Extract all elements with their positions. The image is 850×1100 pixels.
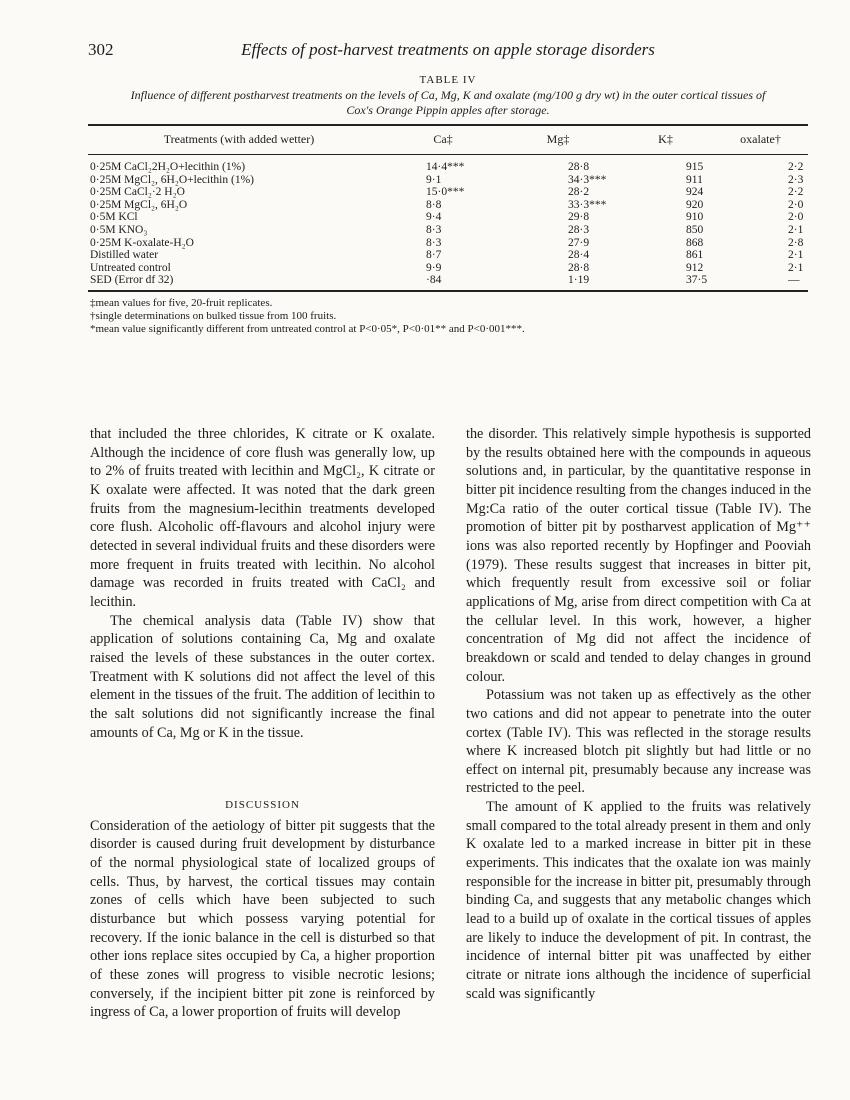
paragraph: The amount of K applied to the fruits was relatively small compared to the total already present in them and only K oxalate led to a marked increase in bitter pit in these experiments. This indicates that the oxalate ion was mainly responsible for the increase in bitter pit, presumably through binding Ca, and suggests that any metabolic changes which lead to a build up of oxalate in the cortical tissues of apples are likely to induce the development of pit. In contrast, the incidence of internal bitter pit was unaffected by either citrate or nitrate ions although the incidence of superficial scald was significantly	[466, 799, 811, 1002]
cell-mg: 34·3***	[568, 173, 607, 186]
cell-treatment: 0·5M KNO₃	[90, 223, 148, 236]
table-caption: Influence of different postharvest treatments on the levels of Ca, Mg, K and oxalate (mg/100 g dry wt) in the outer cortical tissues of Cox's Orange Pippin apples after storage.	[130, 88, 766, 117]
cell-mg: 28·8	[568, 161, 590, 173]
cell-oxalate: —	[788, 274, 800, 287]
cell-k: 915	[686, 161, 704, 173]
cell-treatment: 0·25M MgCl₂, 6H₂O+lecithin (1%)	[90, 173, 254, 186]
cell-k: 912	[686, 261, 704, 274]
table-row	[88, 199, 808, 212]
cell-mg: 33·3***	[568, 198, 607, 211]
cell-treatment: 0·5M KCl	[90, 211, 138, 224]
footnote: ‡mean values for five, 20-fruit replicates.	[90, 296, 273, 309]
cell-ca: 8·8	[426, 198, 442, 211]
right-column	[466, 425, 811, 1003]
page-header	[88, 40, 808, 62]
cell-ca: 15·0***	[426, 186, 465, 199]
cell-k: 911	[686, 173, 703, 186]
cell-oxalate: 2·1	[788, 249, 804, 262]
column-header-ca: Ca‡	[433, 132, 453, 146]
table-row	[88, 274, 808, 287]
cell-mg: 28·3	[568, 223, 590, 236]
table-label: TABLE IV	[419, 74, 477, 86]
left-column	[90, 425, 435, 1022]
cell-k: 920	[686, 198, 704, 211]
paragraph: that included the three chlorides, K citrate or K oxalate. Although the incidence of core flush was generally low, up to 2% of fruits treated with lecithin and MgCl₂, K citrate or K oxalate were affected. It was noted that the dark green fruits from the magnesium-lecithin treatments developed core flush. Alcoholic off-flavours and alcohol injury were detected in several individual fruits and these disorders were more frequent in fruits treated with lecithin. No alcohol damage was recorded in fruits treated with CaCl₂ and lecithin.	[90, 426, 435, 610]
section-heading-discussion: DISCUSSION	[225, 799, 300, 812]
cell-mg: 29·8	[568, 211, 590, 224]
cell-oxalate: 2·0	[788, 198, 804, 211]
cell-treatment: Distilled water	[90, 249, 159, 262]
page-number: 302	[88, 40, 114, 59]
running-title: Effects of post-harvest treatments on apple storage disorders	[241, 40, 655, 59]
cell-oxalate: 2·3	[788, 173, 804, 186]
table-footnotes	[88, 297, 808, 336]
cell-oxalate: 2·1	[788, 223, 804, 236]
cell-k: 861	[686, 249, 704, 262]
cell-oxalate: 2·1	[788, 261, 804, 274]
table-iv	[88, 74, 808, 336]
table-row	[88, 262, 808, 275]
table-row	[88, 211, 808, 224]
cell-k: 37·5	[686, 274, 708, 287]
table-body	[88, 155, 808, 290]
footnote: *mean value significantly different from untreated control at P<0·05*, P<0·01** and P<0·001***.	[90, 322, 525, 335]
cell-treatment: 0·25M CaCl₂2H₂O+lecithin (1%)	[90, 161, 246, 173]
column-header-oxalate: oxalate†	[740, 132, 781, 146]
table-row	[88, 186, 808, 199]
cell-ca: 8·7	[426, 249, 442, 262]
paragraph: Consideration of the aetiology of bitter pit suggests that the disorder is caused during fruit development by disturbance of the normal physiological state of localized groups of cells. Thus, by harvest, the cortical tissues may contain zones of cells which have been subjected to such disturbance but which possess varying potential for recovery. If the ionic balance in the cell is disturbed so that other ions replace sites occupied by Ca, a higher proportion of these zones will progress to visible necrotic lesions; conversely, if the incipient bitter pit zone is reinforced by ingress of Ca, a lower proportion of fruits will develop	[90, 817, 435, 1021]
table-row	[88, 249, 808, 262]
cell-ca: 8·3	[426, 223, 442, 236]
cell-treatment: 0·25M CaCl₂·2 H₂O	[90, 186, 185, 199]
cell-k: 850	[686, 223, 704, 236]
table-header-row	[88, 126, 808, 154]
cell-k: 868	[686, 236, 704, 249]
cell-oxalate: 2·0	[788, 211, 804, 224]
table-row	[88, 237, 808, 250]
column-header-k: K‡	[658, 132, 673, 146]
cell-treatment: SED (Error df 32)	[90, 274, 174, 287]
cell-mg: 27·9	[568, 236, 590, 249]
cell-ca: ·84	[426, 274, 442, 287]
cell-mg: 28·4	[568, 249, 590, 262]
cell-treatment: Untreated control	[90, 261, 171, 274]
cell-ca: 9·1	[426, 173, 442, 186]
column-header-treatments: Treatments (with added wetter)	[163, 132, 315, 146]
cell-mg: 28·2	[568, 186, 590, 199]
cell-ca: 8·3	[426, 236, 442, 249]
cell-mg: 1·19	[568, 274, 590, 287]
column-header-mg: Mg‡	[546, 132, 570, 146]
cell-ca: 14·4***	[426, 161, 465, 173]
cell-k: 910	[686, 211, 704, 224]
table-row	[88, 174, 808, 187]
cell-ca: 9·4	[426, 211, 442, 224]
table-row	[88, 224, 808, 237]
paragraph: Potassium was not taken up as effectively as the other two cations and did not appear to penetrate into the outer cortex (Table IV). This was reflected in the storage results where K increased blotch pit slightly but had little or no effect on internal pit, presumably because any increase was restricted to the peel.	[466, 687, 811, 797]
cell-oxalate: 2·2	[788, 186, 804, 199]
cell-mg: 28·8	[568, 261, 590, 274]
footnote: †single determinations on bulked tissue from 100 fruits.	[90, 309, 337, 322]
cell-oxalate: 2·2	[788, 161, 804, 173]
table-bottom-rule	[88, 290, 808, 292]
cell-oxalate: 2·8	[788, 236, 804, 249]
cell-ca: 9·9	[426, 261, 442, 274]
paragraph: The chemical analysis data (Table IV) show that application of solutions containing Ca, Mg and oxalate raised the levels of these substances in the outer cortex. Treatment with K solutions did not affect the level of this element in the tissues of the fruit. The addition of lecithin to the salt solutions did not significantly increase the final amounts of Ca, Mg or K in the tissue.	[90, 612, 435, 741]
table-row	[88, 161, 808, 174]
cell-treatment: 0·25M MgCl₂, 6H₂O	[90, 198, 188, 211]
paragraph: the disorder. This relatively simple hypothesis is supported by the results obtained here with the compounds in aqueous solutions and, in particular, by the quantitative response in bitter pit incidence resulting from the changes induced in the Mg:Ca ratio of the outer cortical tissue (Table IV). The promotion of bitter pit by postharvest application of Mg⁺⁺ ions was also reported recently by Hopfinger and Pooviah (1979). These results suggest that increases in bitter pit, which frequently result from excessive soil or foliar applications of Mg, arise from direct competition with Ca at the cellular level. In this work, however, a higher concentration of Mg did not affect the incidence of breakdown or scald and tended to delay changes in ground colour.	[466, 426, 811, 685]
cell-k: 924	[686, 186, 704, 199]
cell-treatment: 0·25M K-oxalate-H₂O	[90, 236, 194, 249]
